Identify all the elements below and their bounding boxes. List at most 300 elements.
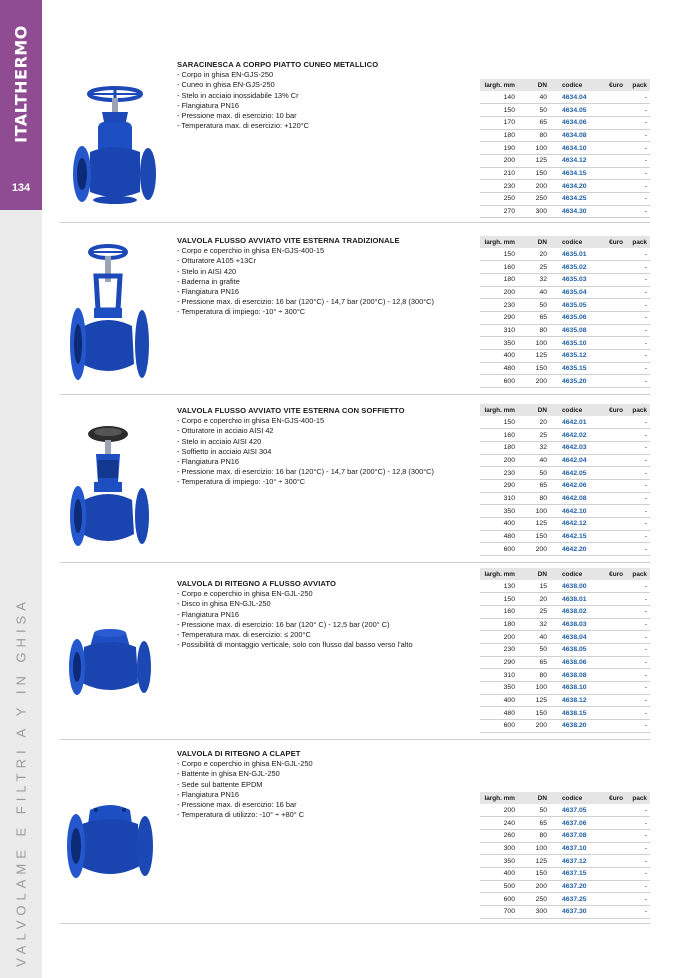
cell-pack: - xyxy=(626,543,650,556)
brand-logo: ITALTHERMO xyxy=(11,25,31,143)
cell-largh: 480 xyxy=(480,707,518,720)
product-code: 4638.03 xyxy=(550,618,596,631)
cell-pack: - xyxy=(626,91,650,104)
cell-largh: 200 xyxy=(480,154,518,167)
product-code: 4635.01 xyxy=(550,248,596,261)
feature-line: - Battente in ghisa EN-GJL-250 xyxy=(177,769,280,779)
cell-pack: - xyxy=(626,116,650,129)
product-code: 4638.06 xyxy=(550,656,596,669)
feature-line: - Stelo in acciaio AISI 420 xyxy=(177,436,262,446)
product-code: 4637.20 xyxy=(550,880,596,893)
table-row xyxy=(480,350,650,363)
cell-pack: - xyxy=(626,299,650,312)
cell-pack: - xyxy=(626,142,650,155)
column-header-euro: €uro xyxy=(596,79,626,91)
cell-largh: 230 xyxy=(480,180,518,193)
product-bellows-valve xyxy=(60,402,650,563)
cell-largh: 210 xyxy=(480,167,518,180)
table-row xyxy=(480,467,650,480)
product-code: 4638.01 xyxy=(550,593,596,606)
feature-line: - Soffietto in acciaio AISI 304 xyxy=(177,446,272,456)
feature-line: - Temperatura di impiego: -10° ÷ 300°C xyxy=(177,477,306,487)
feature-line: - Corpo e coperchio in ghisa EN-GJL-250 xyxy=(177,759,313,769)
cell-dn: 32 xyxy=(518,273,550,286)
section-divider xyxy=(60,562,650,563)
column-header-euro: €uro xyxy=(596,236,626,248)
cell-dn: 80 xyxy=(518,669,550,682)
cell-dn: 80 xyxy=(518,129,550,142)
table-row xyxy=(480,618,650,631)
product-code: 4634.12 xyxy=(550,154,596,167)
product-code: 4642.08 xyxy=(550,492,596,505)
cell-dn: 80 xyxy=(518,829,550,842)
sidebar xyxy=(0,0,42,978)
cell-largh: 170 xyxy=(480,116,518,129)
cell-pack: - xyxy=(626,631,650,644)
cell-dn: 40 xyxy=(518,91,550,104)
product-code: 4635.08 xyxy=(550,324,596,337)
cell-largh: 350 xyxy=(480,337,518,350)
cell-dn: 300 xyxy=(518,205,550,218)
cell-euro xyxy=(596,479,626,492)
column-header-euro: €uro xyxy=(596,568,626,580)
table-row xyxy=(480,518,650,531)
cell-dn: 250 xyxy=(518,193,550,206)
cell-dn: 125 xyxy=(518,518,550,531)
column-header-largh: largh. mm xyxy=(480,792,518,804)
product-code: 4638.15 xyxy=(550,707,596,720)
table-row xyxy=(480,154,650,167)
cell-dn: 40 xyxy=(518,631,550,644)
product-title: VALVOLA DI RITEGNO A CLAPET xyxy=(177,749,301,758)
spec-table-grid xyxy=(480,792,650,919)
cell-largh: 250 xyxy=(480,193,518,206)
column-header-pack: pack xyxy=(626,792,650,804)
column-header-pack: pack xyxy=(626,568,650,580)
cell-largh: 600 xyxy=(480,543,518,556)
cell-pack: - xyxy=(626,605,650,618)
cell-largh: 200 xyxy=(480,454,518,467)
feature-line: - Flangiatura PN16 xyxy=(177,609,240,619)
product-code: 4637.25 xyxy=(550,893,596,906)
cell-dn: 100 xyxy=(518,842,550,855)
column-header-codice: codice xyxy=(550,79,596,91)
cell-euro xyxy=(596,205,626,218)
cell-largh: 160 xyxy=(480,429,518,442)
cell-dn: 65 xyxy=(518,817,550,830)
table-row xyxy=(480,656,650,669)
product-code: 4634.20 xyxy=(550,180,596,193)
feature-line: - Corpo e coperchio in ghisa EN-GJL-250 xyxy=(177,589,313,599)
gate-valve-icon xyxy=(60,82,160,207)
cell-pack: - xyxy=(626,454,650,467)
product-code: 4637.15 xyxy=(550,867,596,880)
feature-line: - Sede sul battente EPDM xyxy=(177,779,263,789)
cell-euro xyxy=(596,694,626,707)
product-title: VALVOLA DI RITEGNO A FLUSSO AVVIATO xyxy=(177,579,337,588)
table-row xyxy=(480,375,650,388)
product-code: 4634.30 xyxy=(550,205,596,218)
cell-euro xyxy=(596,248,626,261)
cell-dn: 50 xyxy=(518,804,550,817)
feature-line: - Stelo in acciaio inossidabile 13% Cr xyxy=(177,90,299,100)
table-row xyxy=(480,880,650,893)
globe-valve-icon xyxy=(60,238,160,388)
cell-euro xyxy=(596,580,626,593)
cell-pack: - xyxy=(626,720,650,733)
cell-pack: - xyxy=(626,842,650,855)
table-row xyxy=(480,829,650,842)
cell-euro xyxy=(596,261,626,274)
cell-largh: 400 xyxy=(480,518,518,531)
cell-largh: 290 xyxy=(480,479,518,492)
table-row xyxy=(480,906,650,919)
cell-dn: 200 xyxy=(518,543,550,556)
cell-euro xyxy=(596,682,626,695)
feature-line: - Corpo e coperchio in ghisa EN-GJS-400-15 xyxy=(177,246,325,256)
product-description xyxy=(177,579,467,650)
table-row xyxy=(480,893,650,906)
cell-euro xyxy=(596,429,626,442)
cell-dn: 20 xyxy=(518,416,550,429)
cell-largh: 230 xyxy=(480,643,518,656)
spec-table xyxy=(480,568,650,733)
cell-largh: 150 xyxy=(480,593,518,606)
product-code: 4642.06 xyxy=(550,479,596,492)
cell-dn: 32 xyxy=(518,441,550,454)
cell-dn: 150 xyxy=(518,362,550,375)
table-row xyxy=(480,286,650,299)
cell-euro xyxy=(596,129,626,142)
product-globe-valve xyxy=(60,234,650,395)
table-row xyxy=(480,324,650,337)
cell-dn: 100 xyxy=(518,682,550,695)
cell-dn: 65 xyxy=(518,479,550,492)
product-swing-check-valve xyxy=(60,746,650,924)
cell-pack: - xyxy=(626,154,650,167)
cell-dn: 150 xyxy=(518,867,550,880)
cell-dn: 200 xyxy=(518,375,550,388)
cell-euro xyxy=(596,299,626,312)
cell-euro xyxy=(596,631,626,644)
cell-pack: - xyxy=(626,205,650,218)
cell-dn: 20 xyxy=(518,593,550,606)
cell-dn: 200 xyxy=(518,880,550,893)
cell-pack: - xyxy=(626,656,650,669)
product-code: 4635.04 xyxy=(550,286,596,299)
cell-dn: 50 xyxy=(518,467,550,480)
cell-euro xyxy=(596,324,626,337)
table-row xyxy=(480,142,650,155)
table-row xyxy=(480,643,650,656)
cell-euro xyxy=(596,167,626,180)
cell-euro xyxy=(596,180,626,193)
cell-largh: 600 xyxy=(480,893,518,906)
table-row xyxy=(480,817,650,830)
feature-line: - Pressione max. di esercizio: 10 bar xyxy=(177,111,297,121)
product-code: 4634.15 xyxy=(550,167,596,180)
product-code: 4635.15 xyxy=(550,362,596,375)
section-divider xyxy=(60,222,650,223)
cell-largh: 130 xyxy=(480,580,518,593)
table-row xyxy=(480,867,650,880)
feature-line: - Flangiatura PN16 xyxy=(177,100,240,110)
cell-largh: 150 xyxy=(480,248,518,261)
cell-euro xyxy=(596,829,626,842)
product-code: 4638.10 xyxy=(550,682,596,695)
cell-dn: 100 xyxy=(518,142,550,155)
spec-table-header xyxy=(480,236,650,248)
cell-dn: 50 xyxy=(518,643,550,656)
product-title: VALVOLA FLUSSO AVVIATO VITE ESTERNA CON SOFFIETTO xyxy=(177,406,405,415)
cell-largh: 400 xyxy=(480,694,518,707)
cell-euro xyxy=(596,362,626,375)
cell-euro xyxy=(596,467,626,480)
cell-largh: 300 xyxy=(480,842,518,855)
table-row xyxy=(480,311,650,324)
column-header-largh: largh. mm xyxy=(480,79,518,91)
cell-pack: - xyxy=(626,429,650,442)
cell-dn: 15 xyxy=(518,580,550,593)
table-row xyxy=(480,505,650,518)
product-code: 4642.05 xyxy=(550,467,596,480)
cell-pack: - xyxy=(626,505,650,518)
table-row xyxy=(480,593,650,606)
cell-dn: 32 xyxy=(518,618,550,631)
cell-euro xyxy=(596,605,626,618)
column-header-largh: largh. mm xyxy=(480,236,518,248)
cell-largh: 480 xyxy=(480,530,518,543)
cell-euro xyxy=(596,867,626,880)
table-row xyxy=(480,441,650,454)
section-divider xyxy=(60,394,650,395)
cell-pack: - xyxy=(626,193,650,206)
cell-euro xyxy=(596,906,626,919)
cell-pack: - xyxy=(626,893,650,906)
table-row xyxy=(480,842,650,855)
cell-euro xyxy=(596,656,626,669)
cell-dn: 50 xyxy=(518,299,550,312)
cell-pack: - xyxy=(626,350,650,363)
column-header-largh: largh. mm xyxy=(480,568,518,580)
feature-line: - Pressione max. di esercizio: 16 bar xyxy=(177,800,297,810)
cell-pack: - xyxy=(626,694,650,707)
product-code: 4638.20 xyxy=(550,720,596,733)
product-code: 4638.04 xyxy=(550,631,596,644)
feature-line: - Corpo e coperchio in ghisa EN-GJS-400-15 xyxy=(177,416,325,426)
cell-dn: 80 xyxy=(518,492,550,505)
section-divider xyxy=(60,739,650,740)
cell-largh: 200 xyxy=(480,631,518,644)
cell-euro xyxy=(596,416,626,429)
cell-largh: 310 xyxy=(480,492,518,505)
cell-pack: - xyxy=(626,707,650,720)
cell-euro xyxy=(596,104,626,117)
cell-largh: 700 xyxy=(480,906,518,919)
table-row xyxy=(480,129,650,142)
cell-euro xyxy=(596,720,626,733)
column-header-pack: pack xyxy=(626,79,650,91)
section-title: VALVOLAME E FILTRI A Y IN GHISA xyxy=(13,597,29,967)
cell-largh: 180 xyxy=(480,441,518,454)
cell-euro xyxy=(596,518,626,531)
cell-euro xyxy=(596,193,626,206)
cell-dn: 20 xyxy=(518,248,550,261)
product-code: 4638.00 xyxy=(550,580,596,593)
feature-line: - Flangiatura PN16 xyxy=(177,789,240,799)
product-code: 4638.05 xyxy=(550,643,596,656)
cell-euro xyxy=(596,142,626,155)
product-code: 4634.25 xyxy=(550,193,596,206)
table-row xyxy=(480,543,650,556)
cell-euro xyxy=(596,337,626,350)
table-row xyxy=(480,631,650,644)
cell-dn: 40 xyxy=(518,454,550,467)
product-title: SARACINESCA A CORPO PIATTO CUNEO METALLICO xyxy=(177,60,379,69)
cell-euro xyxy=(596,454,626,467)
cell-euro xyxy=(596,286,626,299)
cell-pack: - xyxy=(626,324,650,337)
table-row xyxy=(480,804,650,817)
cell-pack: - xyxy=(626,180,650,193)
cell-largh: 400 xyxy=(480,350,518,363)
cell-pack: - xyxy=(626,492,650,505)
cell-euro xyxy=(596,492,626,505)
cell-euro xyxy=(596,375,626,388)
cell-pack: - xyxy=(626,261,650,274)
cell-pack: - xyxy=(626,129,650,142)
table-row xyxy=(480,337,650,350)
feature-line: - Pressione max. di esercizio: 16 bar (120°C) - 14,7 bar (200°C) - 12,8 (300°C) xyxy=(177,297,434,307)
spec-table-grid xyxy=(480,404,650,556)
cell-dn: 65 xyxy=(518,656,550,669)
feature-line: - Flangiatura PN16 xyxy=(177,287,240,297)
cell-pack: - xyxy=(626,682,650,695)
cell-dn: 125 xyxy=(518,694,550,707)
product-code: 4642.04 xyxy=(550,454,596,467)
page-number: 134 xyxy=(11,182,31,194)
table-row xyxy=(480,273,650,286)
cell-dn: 150 xyxy=(518,707,550,720)
feature-line: - Cuneo in ghisa EN-GJS-250 xyxy=(177,80,275,90)
product-code: 4642.10 xyxy=(550,505,596,518)
product-code: 4635.06 xyxy=(550,311,596,324)
cell-euro xyxy=(596,893,626,906)
cell-dn: 25 xyxy=(518,261,550,274)
cell-largh: 180 xyxy=(480,618,518,631)
column-header-codice: codice xyxy=(550,568,596,580)
table-row xyxy=(480,205,650,218)
table-row xyxy=(480,429,650,442)
cell-dn: 150 xyxy=(518,530,550,543)
cell-euro xyxy=(596,530,626,543)
product-code: 4635.03 xyxy=(550,273,596,286)
product-code: 4642.12 xyxy=(550,518,596,531)
product-code: 4638.12 xyxy=(550,694,596,707)
cell-dn: 80 xyxy=(518,324,550,337)
product-title: VALVOLA FLUSSO AVVIATO VITE ESTERNA TRADIZIONALE xyxy=(177,236,400,245)
spec-table-header xyxy=(480,79,650,91)
cell-largh: 310 xyxy=(480,669,518,682)
spec-table-grid xyxy=(480,236,650,388)
cell-largh: 230 xyxy=(480,299,518,312)
column-header-pack: pack xyxy=(626,404,650,416)
cell-largh: 600 xyxy=(480,720,518,733)
table-row xyxy=(480,855,650,868)
cell-pack: - xyxy=(626,867,650,880)
table-row xyxy=(480,167,650,180)
column-header-dn: DN xyxy=(518,568,550,580)
cell-euro xyxy=(596,817,626,830)
bellows-valve-icon xyxy=(60,420,160,555)
cell-dn: 100 xyxy=(518,505,550,518)
product-code: 4642.20 xyxy=(550,543,596,556)
table-row xyxy=(480,479,650,492)
cell-largh: 480 xyxy=(480,362,518,375)
feature-line: - Temperatura max. di esercizio: ≤ 200°C xyxy=(177,630,311,640)
column-header-pack: pack xyxy=(626,236,650,248)
cell-largh: 160 xyxy=(480,261,518,274)
cell-euro xyxy=(596,880,626,893)
cell-pack: - xyxy=(626,618,650,631)
table-row xyxy=(480,104,650,117)
cell-euro xyxy=(596,350,626,363)
cell-euro xyxy=(596,505,626,518)
feature-line: - Temperatura di impiego: -10° ÷ 300°C xyxy=(177,307,306,317)
cell-dn: 25 xyxy=(518,429,550,442)
feature-line: - Otturatore in acciaio AISI 42 xyxy=(177,426,274,436)
table-row xyxy=(480,261,650,274)
table-row xyxy=(480,454,650,467)
cell-dn: 300 xyxy=(518,906,550,919)
cell-largh: 350 xyxy=(480,505,518,518)
cell-euro xyxy=(596,154,626,167)
product-code: 4635.12 xyxy=(550,350,596,363)
cell-dn: 200 xyxy=(518,180,550,193)
cell-largh: 150 xyxy=(480,416,518,429)
column-header-dn: DN xyxy=(518,236,550,248)
table-row xyxy=(480,362,650,375)
cell-pack: - xyxy=(626,580,650,593)
column-header-euro: €uro xyxy=(596,792,626,804)
cell-largh: 270 xyxy=(480,205,518,218)
feature-line: - Pressione max. di esercizio: 16 bar (120°C) - 14,7 bar (200°C) - 12,8 (300°C) xyxy=(177,467,434,477)
product-code: 4635.02 xyxy=(550,261,596,274)
cell-largh: 240 xyxy=(480,817,518,830)
table-row xyxy=(480,416,650,429)
cell-largh: 180 xyxy=(480,129,518,142)
cell-largh: 230 xyxy=(480,467,518,480)
product-code: 4637.12 xyxy=(550,855,596,868)
feature-line: - Corpo in ghisa EN-GJS-250 xyxy=(177,70,274,80)
cell-dn: 200 xyxy=(518,720,550,733)
table-row xyxy=(480,299,650,312)
cell-euro xyxy=(596,91,626,104)
cell-largh: 290 xyxy=(480,311,518,324)
spec-table xyxy=(480,236,650,388)
product-code: 4635.10 xyxy=(550,337,596,350)
table-row xyxy=(480,707,650,720)
cell-euro xyxy=(596,116,626,129)
cell-pack: - xyxy=(626,530,650,543)
cell-largh: 160 xyxy=(480,605,518,618)
section-divider xyxy=(60,923,650,924)
column-header-codice: codice xyxy=(550,236,596,248)
table-row xyxy=(480,720,650,733)
cell-dn: 125 xyxy=(518,350,550,363)
column-header-codice: codice xyxy=(550,404,596,416)
product-code: 4642.02 xyxy=(550,429,596,442)
